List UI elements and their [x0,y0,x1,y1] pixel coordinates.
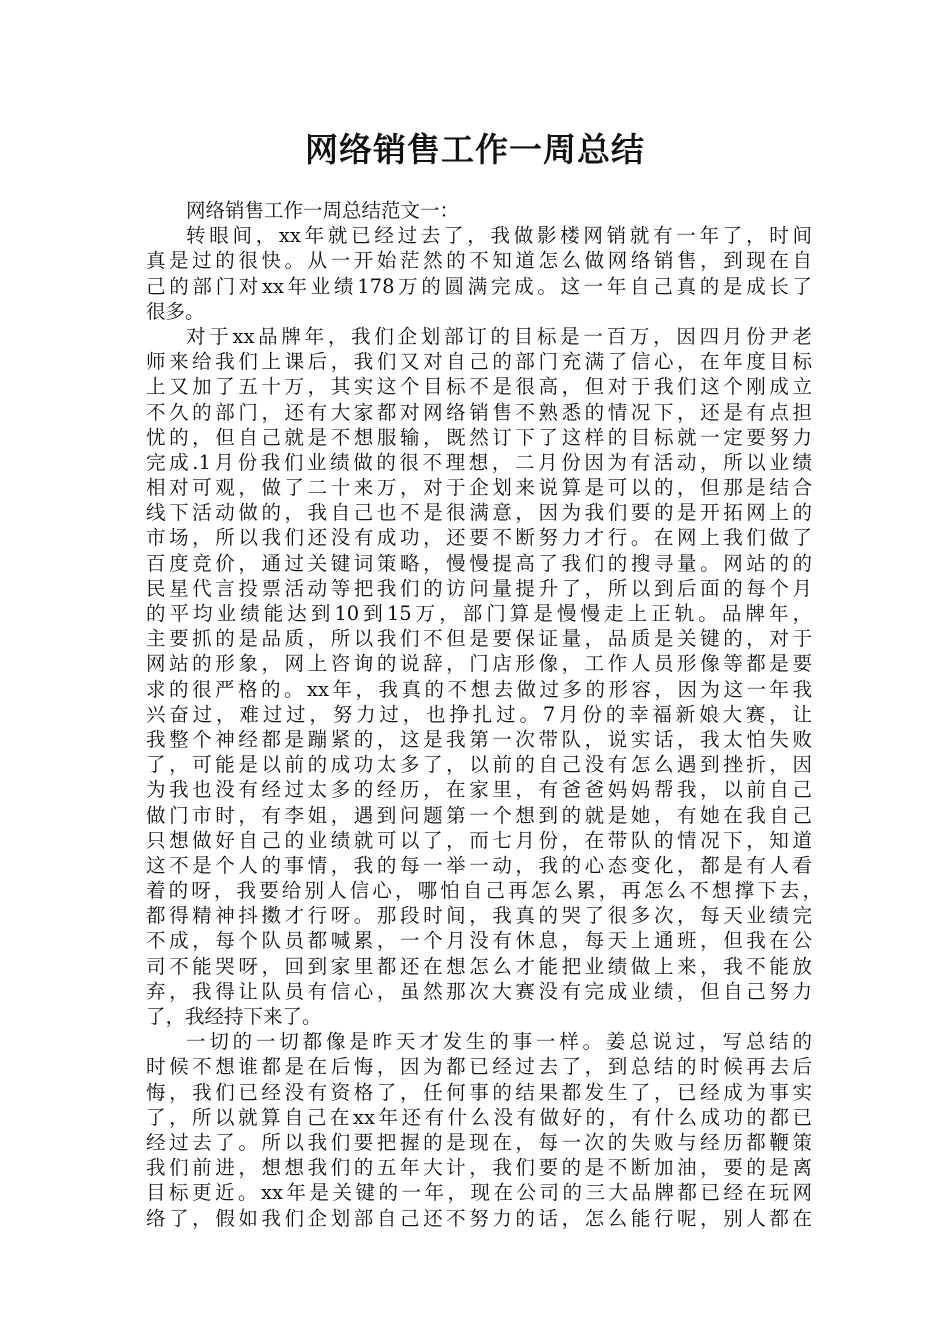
text-line: 相对可观，做了二十来万，对于企划来说算是可以的，但那是结合 [146,476,812,500]
text-line: 了，我经持下来了。 [146,1005,322,1028]
text-line: 时候不想谁都是在后悔，因为都已经过去了，到总结的时候再去后 [146,1055,812,1079]
text-line: 对于xx品牌年，我们企划部订的目标是一百万，因四月份尹老 [186,324,812,348]
text-line: 完成.1月份我们业绩做的很不理想，二月份因为有活动，所以业绩 [146,450,812,474]
text-line: 我们前进，想想我们的五年大计，我们要的是不断加油，要的是离 [146,1156,812,1180]
text-line: 忧的，但自己就是不想服输，既然订下了这样的目标就一定要努力 [146,425,812,449]
text-line: 转眼间，xx年就已经过去了，我做影楼网销就有一年了，时间 [186,224,812,248]
text-line: 了，所以就算自己在xx年还有什么没有做好的，有什么成功的都已 [146,1105,812,1129]
text-line: 的平均业绩能达到10到15万，部门算是慢慢走上正轨。品牌年， [146,602,812,625]
text-line: 己的部门对xx年业绩178万的圆满完成。这一年自己真的是成长了 [146,274,812,298]
text-line: 师来给我们上课后，我们又对自己的部门充满了信心，在年度目标 [146,350,812,374]
text-line: 网站的形象，网上咨询的说辞，门店形像，工作人员形像等都是要 [146,652,812,676]
text-line: 络了，假如我们企划部自己还不努力的话，怎么能行呢，别人都在 [146,1206,812,1230]
text-line: 网络销售工作一周总结范文一： [186,199,460,222]
text-line: 经过去了。所以我们要把握的是现在，每一次的失败与经历都鞭策 [146,1130,812,1154]
text-line: 做门市时，有李姐，遇到问题第一个想到的就是她，有她在我自己 [146,803,812,827]
text-line: 求的很严格的。xx年，我真的不想去做过多的形容，因为这一年我 [146,677,812,701]
text-line: 司不能哭呀，回到家里都还在想怎么才能把业绩做上来，我不能放 [146,954,812,978]
text-line: 弃，我得让队员有信心，虽然那次大赛没有完成业绩，但自己努力 [146,979,812,1003]
text-line: 着的呀，我要给别人信心，哪怕自己再怎么累，再怎么不想撑下去， [146,879,822,903]
text-line: 民星代言投票活动等把我们的访问量提升了，所以到后面的每个月 [146,576,812,600]
text-line: 悔，我们已经没有资格了，任何事的结果都发生了，已经成为事实 [146,1080,812,1104]
text-line: 为我也没有经过太多的经历，在家里，有爸爸妈妈帮我，以前自己 [146,778,812,802]
text-line: 我整个神经都是蹦紧的，这是我第一次带队，说实话，我太怕失败 [146,727,812,751]
text-line: 不成，每个队员都喊累，一个月没有休息，每天上通班，但我在公 [146,929,812,953]
document-title: 网络销售工作一周总结 [305,130,645,169]
text-line: 都得精神抖擞才行呀。那段时间，我真的哭了很多次，每天业绩完 [146,904,812,928]
text-line: 一切的一切都像是昨天才发生的事一样。姜总说过，写总结的 [186,1030,812,1054]
text-line: 这不是个人的事情，我的每一举一动，我的心态变化，都是有人看 [146,853,812,877]
text-line: 上又加了五十万，其实这个目标不是很高，但对于我们这个刚成立 [146,375,812,399]
text-line: 很多。 [146,299,205,323]
text-line: 百度竞价，通过关键词策略，慢慢提高了我们的搜寻量。网站的的 [146,551,812,575]
text-line: 不久的部门，还有大家都对网络销售不熟悉的情况下，还是有点担 [146,400,812,424]
text-line: 主要抓的是品质，所以我们不但是要保证量，品质是关键的，对于 [146,627,812,651]
text-line: 只想做好自己的业绩就可以了，而七月份，在带队的情况下，知道 [146,828,812,852]
text-line: 线下活动做的，我自己也不是很满意，因为我们要的是开拓网上的 [146,501,812,525]
document-body [146,198,822,1231]
text-line: 目标更近。xx年是关键的一年，现在公司的三大品牌都已经在玩网 [146,1181,812,1205]
text-line: 市场，所以我们还没有成功，还要不断努力才行。在网上我们做了 [146,526,812,550]
text-line: 兴奋过，难过过，努力过，也挣扎过。7月份的幸福新娘大赛，让 [146,702,812,726]
text-line: 真是过的很快。从一开始茫然的不知道怎么做网络销售，到现在自 [146,249,812,273]
text-line: 了，可能是以前的成功太多了，以前的自己没有怎么遇到挫折，因 [146,753,812,777]
